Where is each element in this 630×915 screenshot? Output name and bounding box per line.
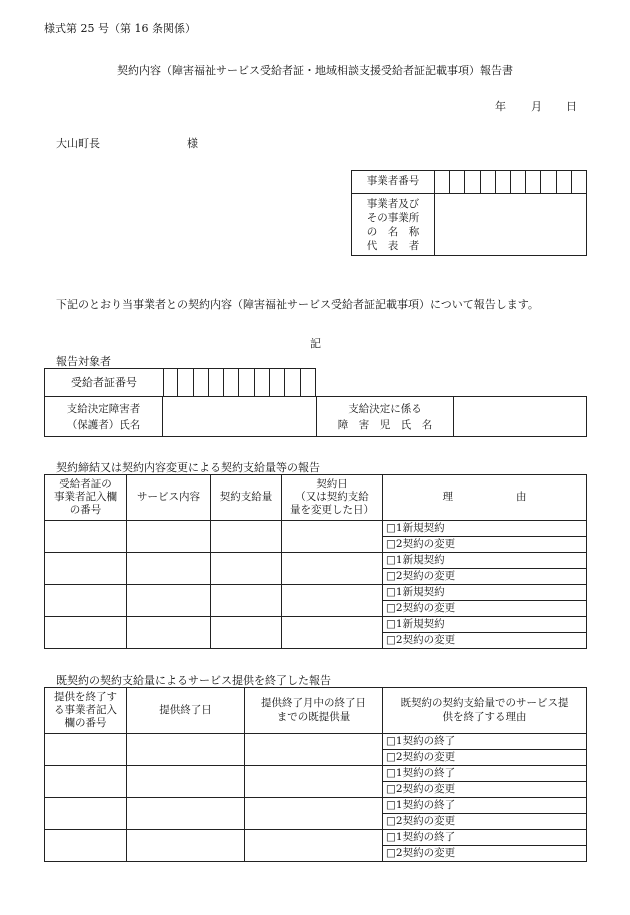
date-day-label: 日 <box>566 100 577 113</box>
end-row-2-provided[interactable] <box>245 766 383 798</box>
provider-table <box>351 170 587 256</box>
end-section-label: 既契約の契約支給量によるサービス提供を終了した報告 <box>56 674 331 687</box>
end-row-3-provided[interactable] <box>245 798 383 830</box>
end-row-3-number[interactable] <box>45 798 127 830</box>
contract-row-1-number[interactable] <box>45 521 127 553</box>
contract-row-1-service[interactable] <box>127 521 211 553</box>
contract-row-4-reason-change[interactable]: □2契約の変更 <box>383 633 587 649</box>
contract-row-4-date[interactable] <box>282 617 383 649</box>
end-row-2-date[interactable] <box>127 766 245 798</box>
provider-name-label: 事業者及び その事業所 の 名 称 代 表 者 <box>352 194 435 256</box>
contract-row-1-amount[interactable] <box>211 521 282 553</box>
contract-row-1-date[interactable] <box>282 521 383 553</box>
date-year-label: 年 <box>495 100 506 113</box>
end-row-4-number[interactable] <box>45 830 127 862</box>
contract-row-3-service[interactable] <box>127 585 211 617</box>
contract-col-amount-header: 契約支給量 <box>211 475 282 521</box>
contract-table <box>44 474 587 649</box>
end-row-2-reason-end[interactable]: □1契約の終了 <box>383 766 587 782</box>
provider-number-label: 事業者番号 <box>352 171 435 194</box>
contract-row-2-amount[interactable] <box>211 553 282 585</box>
end-row-4-reason-change[interactable]: □2契約の変更 <box>383 846 587 862</box>
form-number: 様式第 25 号（第 16 条関係） <box>44 22 196 35</box>
contract-row-3-amount[interactable] <box>211 585 282 617</box>
contract-row-3-reason-change[interactable]: □2契約の変更 <box>383 601 587 617</box>
addressee-honorific: 様 <box>187 137 198 150</box>
contract-col-reason-header: 理 由 <box>383 475 587 521</box>
contract-row-2-date[interactable] <box>282 553 383 585</box>
end-col-reason-header: 既契約の契約支給量でのサービス提 供を終了する理由 <box>383 688 587 734</box>
end-col-date-header: 提供終了日 <box>127 688 245 734</box>
end-row-2-reason-change[interactable]: □2契約の変更 <box>383 782 587 798</box>
end-row-3-reason-change[interactable]: □2契約の変更 <box>383 814 587 830</box>
contract-row-3-reason-new[interactable]: □1新規契約 <box>383 585 587 601</box>
date-month-label: 月 <box>531 100 542 113</box>
end-row-1-number[interactable] <box>45 734 127 766</box>
decided-child-label: 支給決定に係る 障 害 児 氏 名 <box>317 397 454 437</box>
contract-row-3-number[interactable] <box>45 585 127 617</box>
decided-person-input[interactable] <box>163 397 317 437</box>
decided-child-input[interactable] <box>454 397 587 437</box>
end-row-1-provided[interactable] <box>245 734 383 766</box>
addressee-name: 大山町長 <box>56 137 100 150</box>
end-row-3-reason-end[interactable]: □1契約の終了 <box>383 798 587 814</box>
contract-row-1-reason-change[interactable]: □2契約の変更 <box>383 537 587 553</box>
end-row-1-date[interactable] <box>127 734 245 766</box>
end-row-1-reason-change[interactable]: □2契約の変更 <box>383 750 587 766</box>
contract-row-4-reason-new[interactable]: □1新規契約 <box>383 617 587 633</box>
end-row-4-provided[interactable] <box>245 830 383 862</box>
recipient-number-row <box>44 368 316 396</box>
contract-row-2-reason-change[interactable]: □2契約の変更 <box>383 569 587 585</box>
contract-row-4-service[interactable] <box>127 617 211 649</box>
recipient-number-label: 受給者証番号 <box>45 369 164 396</box>
end-col-number-header: 提供を終了す る事業者記入 欄の番号 <box>45 688 127 734</box>
end-row-4-reason-end[interactable]: □1契約の終了 <box>383 830 587 846</box>
contract-row-4-number[interactable] <box>45 617 127 649</box>
contract-row-2-service[interactable] <box>127 553 211 585</box>
target-table <box>44 396 587 437</box>
contract-row-2-reason-new[interactable]: □1新規契約 <box>383 553 587 569</box>
page-title: 契約内容（障害福祉サービス受給者証・地域相談支援受給者証記載事項）報告書 <box>117 64 513 77</box>
ki-label: 記 <box>310 337 321 350</box>
provider-number-input[interactable] <box>435 171 587 194</box>
decided-person-label: 支給決定障害者 （保護者）氏名 <box>45 397 163 437</box>
end-row-3-date[interactable] <box>127 798 245 830</box>
end-row-1-reason-end[interactable]: □1契約の終了 <box>383 734 587 750</box>
end-col-provided-header: 提供終了月中の終了日 までの既提供量 <box>245 688 383 734</box>
contract-col-number-header: 受給者証の 事業者記入欄 の番号 <box>45 475 127 521</box>
intro-text: 下記のとおり当事業者との契約内容（障害福祉サービス受給者証記載事項）について報告します。 <box>56 298 539 311</box>
contract-col-date-header: 契約日 （又は契約支給 量を変更した日） <box>282 475 383 521</box>
end-table <box>44 687 587 862</box>
end-row-4-date[interactable] <box>127 830 245 862</box>
contract-section-label: 契約締結又は契約内容変更による契約支給量等の報告 <box>56 461 320 474</box>
contract-row-4-amount[interactable] <box>211 617 282 649</box>
provider-name-input[interactable] <box>435 194 587 256</box>
end-row-2-number[interactable] <box>45 766 127 798</box>
contract-row-3-date[interactable] <box>282 585 383 617</box>
contract-row-1-reason-new[interactable]: □1新規契約 <box>383 521 587 537</box>
contract-col-service-header: サービス内容 <box>127 475 211 521</box>
contract-row-2-number[interactable] <box>45 553 127 585</box>
recipient-number-input[interactable] <box>163 369 315 396</box>
target-section-label: 報告対象者 <box>56 355 111 368</box>
